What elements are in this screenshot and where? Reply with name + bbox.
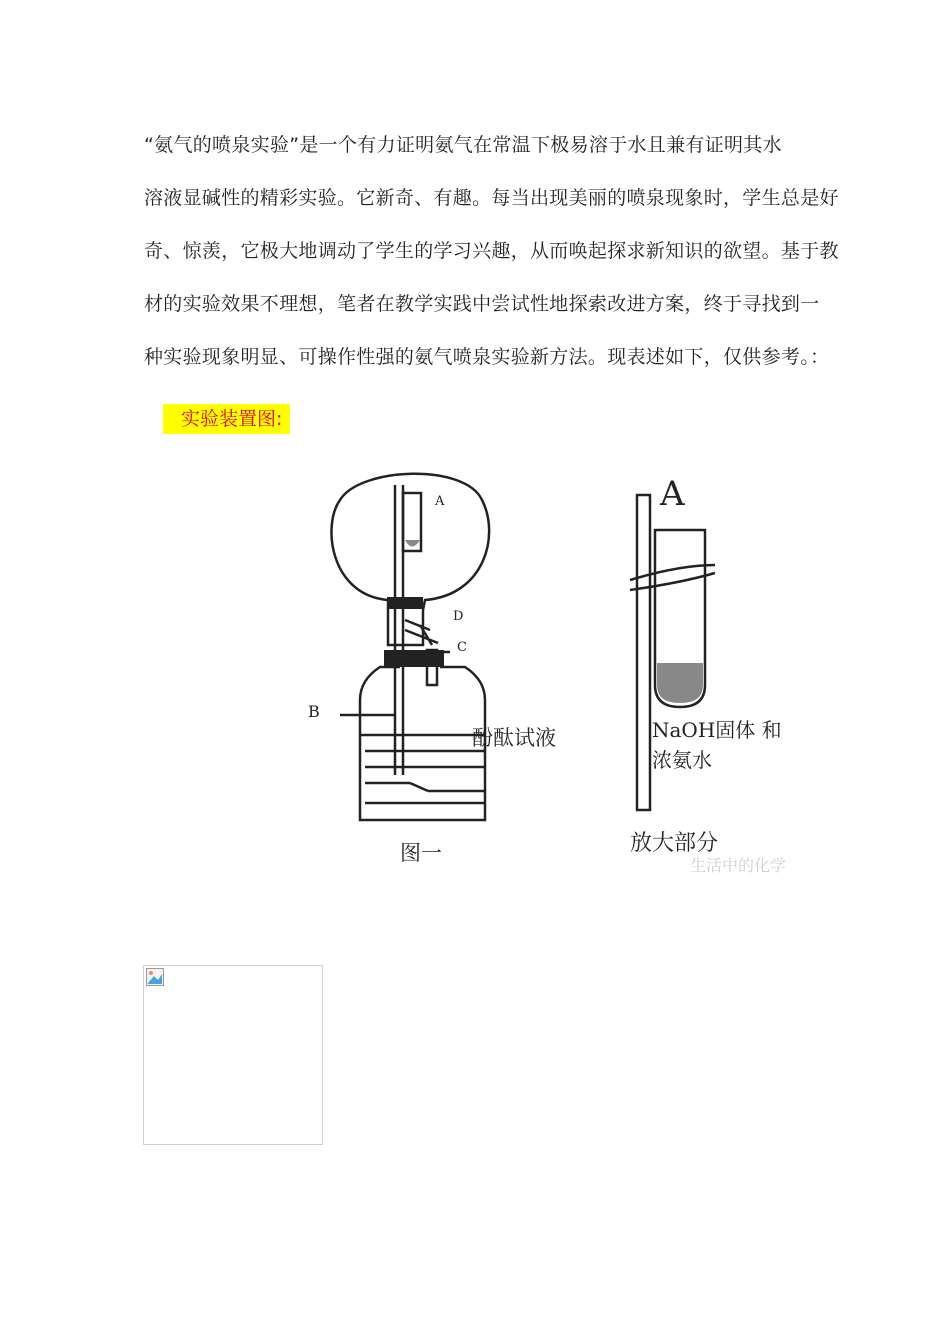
label-d: D	[453, 609, 464, 624]
wide-mouth-bottle	[360, 667, 485, 820]
solution-label: 酚酞试液	[472, 726, 556, 750]
section-heading: 实验装置图:	[163, 404, 290, 434]
paragraph-line: 奇、惊羡，它极大地调动了学生的学习兴趣，从而唤起探求新知识的欲望。基于教	[144, 240, 839, 262]
label-b: B	[308, 702, 320, 721]
zoom-rod	[637, 495, 650, 810]
label-c: C	[457, 640, 467, 655]
broken-image	[143, 965, 323, 1145]
apparatus-figure	[260, 445, 820, 885]
paragraph-line: 材的实验效果不理想，笔者在教学实践中尝试性地探索改进方案，终于寻找到一	[144, 293, 820, 315]
apparatus-diagram	[260, 445, 820, 885]
paragraph-line: “氨气的喷泉实验”是一个有力证明氨气在常温下极易溶于水且兼有证明其水	[144, 134, 782, 156]
caption-right: 放大部分	[630, 831, 719, 856]
naoh-label-line1: NaOH固体 和	[652, 718, 782, 742]
round-flask	[331, 474, 489, 645]
naoh-label-line2: 浓氨水	[652, 748, 712, 772]
paragraph-line: 溶液显碱性的精彩实验。它新奇、有趣。每当出现美丽的喷泉现象时，学生总是好	[144, 187, 839, 209]
watermark: 生活中的化学	[690, 858, 787, 875]
caption-left: 图一	[400, 841, 442, 865]
broken-image-icon	[146, 968, 164, 986]
label-a: A	[435, 494, 445, 509]
paragraph-line: 种实验现象明显、可操作性强的氨气喷泉实验新方法。现表述如下，仅供参考。：	[144, 346, 830, 368]
zoom-label-a: A	[660, 474, 685, 514]
